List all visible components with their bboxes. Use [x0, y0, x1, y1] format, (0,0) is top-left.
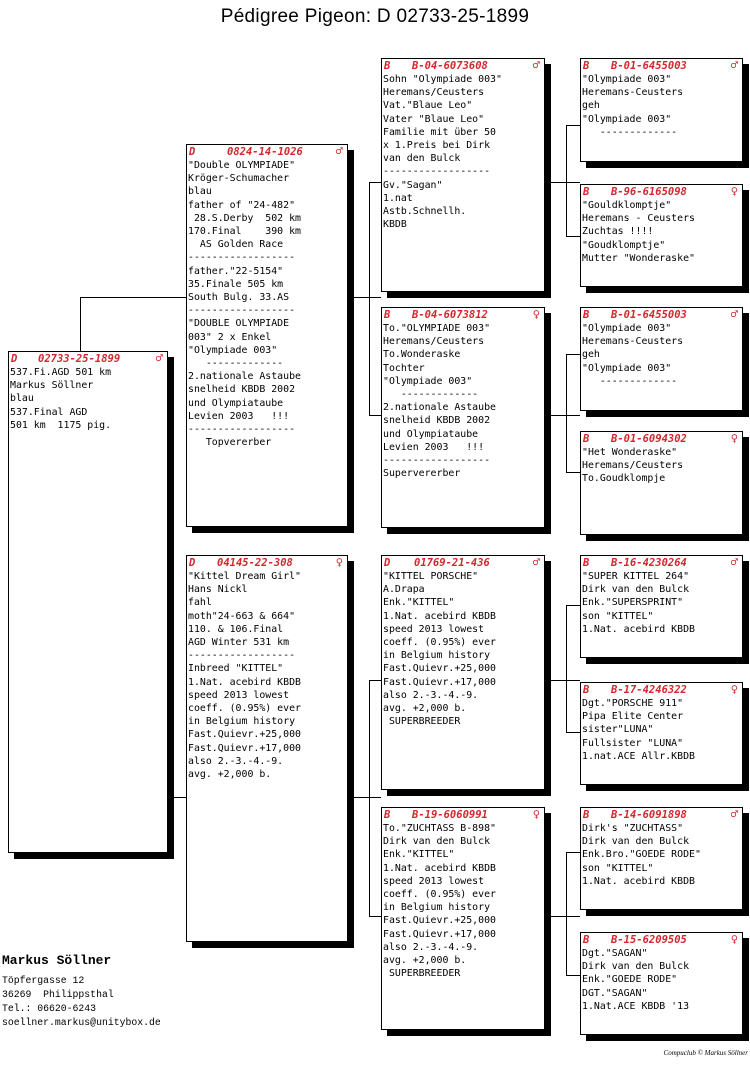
card-line: father of "24-482" — [188, 199, 296, 211]
connector-line — [348, 797, 381, 798]
card-line: blau — [188, 186, 212, 198]
male-icon: ♂ — [335, 144, 343, 158]
card-line: also 2.-3.-4.-9. — [383, 689, 479, 701]
ring-number: B-14-6091898 — [611, 809, 687, 821]
footer-credit: Compuclub © Markus Söllner — [663, 1049, 748, 1057]
card-line: snelheid KBDB 2002 — [188, 384, 296, 396]
card-line: Fullsister "LUNA" — [582, 737, 684, 749]
pedigree-card-dam — [186, 555, 348, 942]
ring-number: 01769-21-436 — [414, 557, 490, 569]
card-header — [187, 556, 347, 570]
ring-number: B-19-6060991 — [412, 809, 488, 821]
card-line: sister"LUNA" — [582, 724, 654, 736]
card-line: father."22-5154" — [188, 265, 284, 277]
ring-number: 02733-25-1899 — [38, 353, 121, 365]
pedigree-card-dsd — [580, 682, 743, 785]
female-icon: ♀ — [335, 555, 343, 569]
card-line: Vater "Blaue Leo" — [383, 113, 485, 125]
card-line: avg. +2,000 b. — [383, 703, 467, 715]
card-line: speed 2013 lowest — [383, 623, 485, 635]
card-line: Inbreed "KITTEL" — [188, 663, 284, 675]
sex-code: B — [583, 433, 590, 445]
sex-code: B — [384, 809, 391, 821]
card-line: ------------- — [582, 375, 678, 387]
card-line: SUPERBREEDER — [383, 716, 461, 728]
card-line: To.Wonderaske — [383, 349, 461, 361]
card-line: in Belgium history — [383, 650, 491, 662]
card-line: Fast.Quievr.+25,000 — [383, 663, 496, 675]
connector-line — [566, 125, 567, 236]
connector-line — [550, 182, 580, 183]
card-line: To."OLYMPIADE 003" — [383, 323, 491, 334]
card-line: Dirk van den Bulck — [383, 836, 491, 848]
card-line: Fast.Quievr.+25,000 — [188, 729, 301, 741]
ring-number: 0824-14-1026 — [227, 146, 303, 158]
pedigree-card-sds — [580, 307, 743, 411]
card-line: Hans Nickl — [188, 584, 248, 596]
card-line: also 2.-3.-4.-9. — [383, 941, 479, 953]
owner-info — [2, 953, 161, 1030]
male-icon: ♂ — [532, 555, 540, 569]
card-line: avg. +2,000 b. — [188, 769, 272, 781]
connector-line — [566, 605, 580, 606]
card-line: snelheid KBDB 2002 — [383, 415, 491, 427]
sex-code: D — [189, 557, 196, 569]
card-line: speed 2013 lowest — [188, 689, 290, 701]
male-icon: ♂ — [532, 58, 540, 72]
connector-line — [566, 852, 580, 853]
connector-line — [369, 680, 370, 916]
card-line: "Olympiade 003" — [582, 323, 672, 334]
pedigree-card-ss — [381, 58, 545, 292]
card-line: Sohn "Olympiade 003" — [383, 74, 502, 85]
card-line: Kröger-Schumacher — [188, 173, 290, 185]
pedigree-card-subject — [8, 351, 168, 853]
card-line: und Olympiataube — [383, 428, 479, 440]
sex-code: D — [384, 557, 391, 569]
card-line: AS Golden Race — [188, 239, 284, 251]
card-line: Vat."Blaue Leo" — [383, 100, 473, 112]
pedigree-card-sdd — [580, 431, 743, 535]
sex-code: B — [583, 934, 590, 946]
sex-code: B — [583, 309, 590, 321]
card-line: Fast.Quievr.+17,000 — [188, 742, 301, 754]
connector-line — [566, 472, 580, 473]
card-line: "Kittel Dream Girl" — [188, 571, 301, 582]
connector-line — [566, 852, 567, 975]
card-header — [382, 308, 544, 322]
card-header — [382, 808, 544, 822]
card-line: moth"24-663 & 664" — [188, 610, 296, 622]
card-line: avg. +2,000 b. — [383, 955, 467, 967]
card-line: Fast.Quievr.+17,000 — [383, 928, 496, 940]
card-line: blau — [10, 393, 34, 405]
female-icon: ♀ — [730, 682, 738, 696]
card-line: Heremans-Ceusters — [582, 87, 684, 99]
card-header — [9, 352, 167, 366]
card-line: 1.Nat. acebird KBDB — [582, 623, 695, 635]
pedigree-card-dds — [580, 807, 743, 910]
connector-line — [566, 732, 580, 733]
card-line: in Belgium history — [383, 902, 491, 914]
card-line: AGD Winter 531 km — [188, 637, 290, 649]
card-header — [581, 308, 742, 322]
card-header — [581, 59, 742, 73]
card-line: "DOUBLE OLYMPIADE — [188, 318, 290, 330]
male-icon: ♂ — [730, 58, 738, 72]
card-header — [187, 145, 347, 159]
card-line: fahl — [188, 597, 212, 609]
ring-number: B-96-6165098 — [611, 186, 687, 198]
card-line: Heremans/Ceusters — [383, 87, 485, 99]
card-line: ------------------ — [383, 455, 491, 467]
card-header — [581, 556, 742, 570]
connector-line — [566, 354, 580, 355]
connector-line — [369, 182, 370, 415]
card-line: "Gouldklomptje" — [582, 200, 672, 211]
card-line: 1.Nat. acebird KBDB — [383, 610, 496, 622]
card-line: Dirk van den Bulck — [582, 961, 690, 973]
ring-number: B-15-6209505 — [611, 934, 687, 946]
card-line: Fast.Quievr.+25,000 — [383, 915, 496, 927]
card-line: "Double OLYMPIADE" — [188, 160, 296, 171]
card-line: 1.nat.ACE Allr.KBDB — [582, 750, 695, 762]
card-line: x 1.Preis bei Dirk — [383, 140, 491, 152]
card-line: Mutter "Wonderaske" — [582, 252, 695, 264]
card-line: geh — [582, 100, 600, 112]
owner-phone: Tel.: 06620-6243 — [2, 1003, 97, 1014]
owner-address-street: Töpfergasse 12 — [2, 975, 85, 986]
card-line: Supervererber — [383, 468, 461, 480]
ring-number: B-01-6455003 — [611, 60, 687, 72]
card-line: speed 2013 lowest — [383, 875, 485, 887]
card-line: und Olympiataube — [188, 397, 284, 409]
card-line: SUPERBREEDER — [383, 968, 461, 980]
owner-name: Markus Söllner — [2, 953, 112, 968]
male-icon: ♂ — [155, 351, 163, 365]
ring-number: B-04-6073608 — [412, 60, 488, 72]
female-icon: ♀ — [730, 431, 738, 445]
card-line: 1.Nat. acebird KBDB — [383, 862, 496, 874]
card-line: Zuchtas !!!! — [582, 226, 654, 238]
card-line: Enk."KITTEL" — [383, 597, 455, 609]
card-line: "KITTEL PORSCHE" — [383, 571, 479, 582]
card-line: 2.nationale Astaube — [188, 371, 301, 383]
connector-line — [550, 916, 580, 917]
card-line: son "KITTEL" — [582, 610, 654, 622]
card-line: 1.nat — [383, 192, 413, 204]
card-line: ------------- — [582, 126, 678, 138]
connector-line — [566, 236, 580, 237]
ring-number: B-16-4230264 — [611, 557, 687, 569]
sex-code: B — [583, 809, 590, 821]
sex-code: B — [583, 186, 590, 198]
male-icon: ♂ — [730, 307, 738, 321]
sex-code: D — [189, 146, 196, 158]
card-line: South Bulg. 33.AS — [188, 292, 290, 304]
card-line: coeff. (0.95%) ever — [383, 637, 496, 649]
card-line: ------------- — [188, 358, 284, 370]
card-line: 501 km 1175 pig. — [10, 419, 112, 431]
card-line: 1.Nat.ACE KBDB '13 — [582, 1000, 690, 1012]
ring-number: 04145-22-308 — [217, 557, 293, 569]
card-line: Astb.Schnellh. — [383, 206, 467, 218]
card-line: "SUPER KITTEL 264" — [582, 571, 690, 582]
card-line: To."ZUCHTASS B-898" — [383, 823, 496, 834]
card-line: Pipa Elite Center — [582, 711, 684, 723]
card-line: in Belgium history — [188, 716, 296, 728]
card-line: 110. & 106.Final — [188, 623, 284, 635]
card-line: Familie mit über 50 — [383, 126, 496, 138]
card-line: ------------------ — [188, 650, 296, 662]
female-icon: ♀ — [532, 807, 540, 821]
pedigree-card-dss — [580, 555, 743, 658]
card-line: 537.Final AGD — [10, 406, 88, 418]
sex-code: B — [583, 60, 590, 72]
card-line: Heremans/Ceusters — [383, 336, 485, 348]
card-line: "Olympiade 003" — [188, 344, 278, 356]
sex-code: B — [384, 309, 391, 321]
card-line: 003" 2 x Enkel — [188, 331, 272, 343]
card-line: Dirk van den Bulck — [582, 584, 690, 596]
card-line: "Olympiade 003" — [582, 362, 672, 374]
card-line: ------------- — [383, 389, 479, 401]
female-icon: ♀ — [730, 932, 738, 946]
connector-line — [566, 354, 567, 472]
pedigree-card-ddd — [580, 932, 743, 1035]
card-line: ------------------ — [383, 166, 491, 178]
card-line: DGT."SAGAN" — [582, 987, 648, 999]
owner-email[interactable]: soellner.markus@unitybox.de — [2, 1017, 161, 1028]
card-line: coeff. (0.95%) ever — [383, 889, 496, 901]
pedigree-card-sire — [186, 144, 348, 527]
card-line: Heremans/Ceusters — [582, 460, 684, 472]
connector-line — [369, 680, 381, 681]
card-line: Fast.Quievr.+17,000 — [383, 676, 496, 688]
card-line: KBDB — [383, 219, 407, 231]
pedigree-card-ds — [381, 555, 545, 790]
card-line: Topvererber — [188, 437, 272, 449]
card-header — [382, 59, 544, 73]
connector-line — [566, 975, 580, 976]
ring-number: B-17-4246322 — [611, 684, 687, 696]
card-line: Heremans-Ceusters — [582, 336, 684, 348]
card-line: Enk.Bro."GOEDE RODE" — [582, 849, 701, 861]
card-line: A.Drapa — [383, 584, 425, 596]
connector-line — [80, 297, 81, 351]
card-line: van den Bulck — [383, 153, 461, 165]
sex-code: D — [11, 353, 18, 365]
sex-code: B — [583, 557, 590, 569]
card-line: Tochter — [383, 362, 425, 374]
connector-line — [550, 680, 580, 681]
card-line: ------------------ — [188, 252, 296, 264]
pedigree-card-dd — [381, 807, 545, 1030]
card-line: Heremans - Ceusters — [582, 213, 695, 225]
card-line: "Olympiade 003" — [582, 74, 672, 85]
card-line: Dirk van den Bulck — [582, 836, 690, 848]
female-icon: ♀ — [532, 307, 540, 321]
connector-line — [348, 297, 381, 298]
card-line: Enk."KITTEL" — [383, 849, 455, 861]
pedigree-card-sss — [580, 58, 743, 162]
card-line: geh — [582, 349, 600, 361]
card-line: "Olympiade 003" — [582, 113, 672, 125]
connector-line — [369, 415, 381, 416]
ring-number: B-01-6094302 — [611, 433, 687, 445]
card-line: Enk."GOEDE RODE" — [582, 974, 678, 986]
connector-line — [566, 125, 580, 126]
card-line: Dirk's "ZUCHTASS" — [582, 823, 684, 834]
card-line: 1.Nat. acebird KBDB — [582, 875, 695, 887]
card-line: son "KITTEL" — [582, 862, 654, 874]
card-line: Markus Söllner — [10, 380, 94, 392]
card-header — [581, 683, 742, 697]
card-header — [581, 432, 742, 446]
male-icon: ♂ — [730, 555, 738, 569]
sex-code: B — [583, 684, 590, 696]
card-line: coeff. (0.95%) ever — [188, 703, 301, 715]
card-line: "Goudklomptje" — [582, 239, 666, 251]
connector-line — [566, 605, 567, 732]
card-line: "Olympiade 003" — [383, 375, 473, 387]
card-line: Gv."Sagan" — [383, 179, 443, 191]
card-header — [581, 933, 742, 947]
male-icon: ♂ — [730, 807, 738, 821]
card-header — [581, 185, 742, 199]
female-icon: ♀ — [730, 184, 738, 198]
owner-address-city: 36269 Philippsthal — [2, 989, 114, 1000]
card-line: 537.Fi.AGD 501 km — [10, 367, 112, 378]
card-line: also 2.-3.-4.-9. — [188, 755, 284, 767]
card-line: 35.Finale 505 km — [188, 278, 284, 290]
ring-number: B-01-6455003 — [611, 309, 687, 321]
card-header — [581, 808, 742, 822]
card-line: Dgt."PORSCHE 911" — [582, 698, 684, 709]
card-line: Levien 2003 !!! — [188, 410, 290, 422]
pedigree-card-sd — [381, 307, 545, 528]
ring-number: B-04-6073812 — [412, 309, 488, 321]
page-title: Pédigree Pigeon: D 02733-25-1899 — [220, 6, 530, 27]
card-line: 170.Final 390 km — [188, 226, 301, 238]
card-line: ------------------ — [188, 305, 296, 317]
connector-line — [369, 916, 381, 917]
sex-code: B — [384, 60, 391, 72]
card-line: To.Goudklompje — [582, 473, 666, 485]
card-line: ------------------ — [188, 424, 296, 436]
connector-line — [550, 415, 580, 416]
card-line: Enk."SUPERSPRINT" — [582, 597, 684, 609]
connector-line — [80, 297, 186, 298]
card-line: Levien 2003 !!! — [383, 441, 485, 453]
card-line: "Het Wonderaske" — [582, 447, 678, 458]
card-line: 2.nationale Astaube — [383, 402, 496, 414]
card-line: Dgt."SAGAN" — [582, 948, 648, 959]
card-line: 1.Nat. acebird KBDB — [188, 676, 301, 688]
card-line: 28.S.Derby 502 km — [188, 212, 301, 224]
connector-line — [369, 182, 381, 183]
card-header — [382, 556, 544, 570]
pedigree-card-ssd — [580, 184, 743, 287]
